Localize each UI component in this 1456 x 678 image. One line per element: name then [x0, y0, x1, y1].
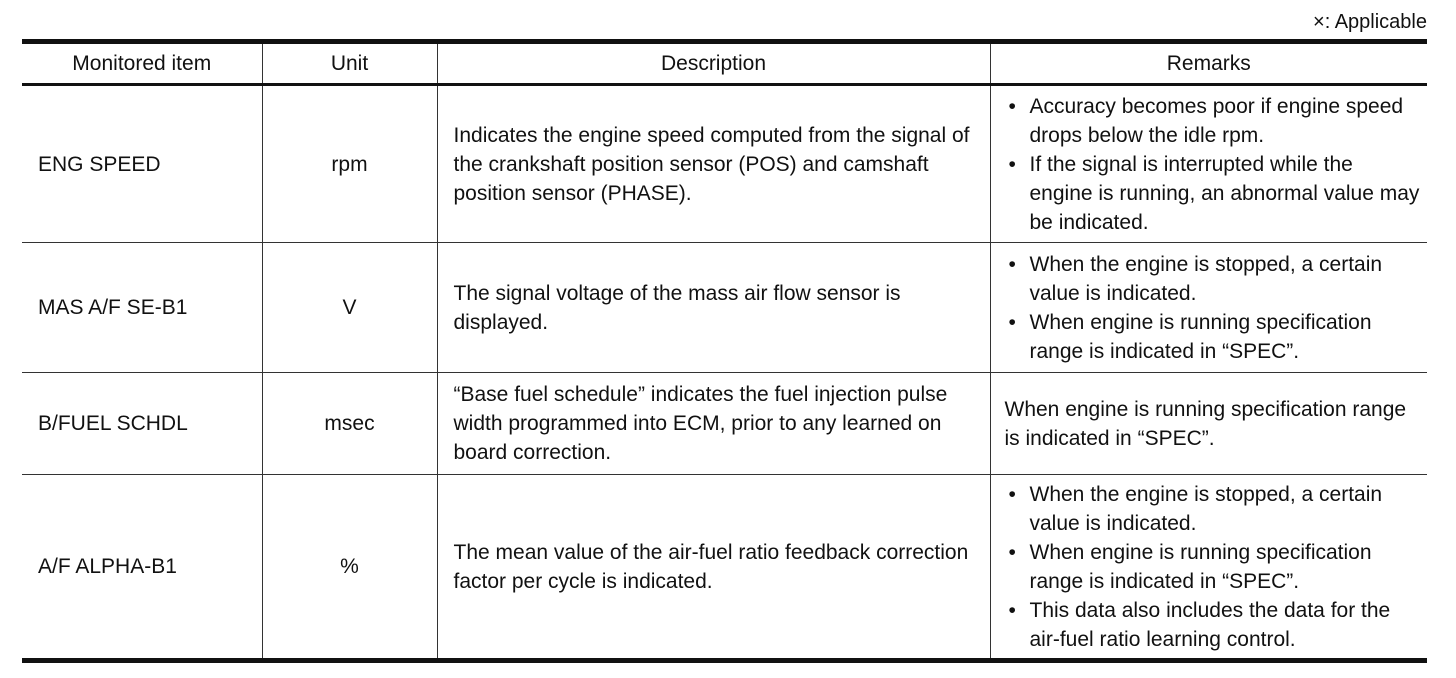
remarks-list — [1005, 92, 1422, 237]
header-description: Description — [437, 42, 990, 85]
remarks-cell — [990, 475, 1427, 661]
remark-item: • When the engine is stopped, a certain value is indicated. — [1005, 250, 1422, 308]
table-row — [22, 475, 1427, 661]
table-row — [22, 85, 1427, 243]
remarks-cell: When engine is running specification range is indicated in “SPEC”. — [990, 373, 1427, 475]
remark-item: • This data also includes the data for the air-fuel ratio learning control. — [1005, 596, 1422, 654]
monitored-item-cell: B/FUEL SCHDL — [22, 373, 262, 475]
table-row — [22, 373, 1427, 475]
monitored-item-cell: ENG SPEED — [38, 152, 161, 176]
remarks-cell — [990, 85, 1427, 243]
description-cell: Indicates the engine speed computed from the signal of the crankshaft position sensor (POS) and camshaft position sensor (PHASE). — [437, 85, 990, 243]
monitored-items-table — [22, 39, 1427, 663]
remarks-list — [1005, 250, 1422, 366]
remark-item: • When engine is running specification range is indicated in “SPEC”. — [1005, 538, 1422, 596]
unit-cell: msec — [262, 373, 437, 475]
unit-cell: V — [262, 243, 437, 373]
remarks-cell — [990, 243, 1427, 373]
header-monitored-item: Monitored item — [22, 42, 262, 85]
monitored-item-cell: A/F ALPHA-B1 — [22, 475, 262, 661]
description-cell: “Base fuel schedule” indicates the fuel injection pulse width programmed into ECM, prior to any learned on board correction. — [437, 373, 990, 475]
applicable-legend: ×: Applicable — [1313, 11, 1427, 33]
monitored-item-cell: MAS A/F SE-B1 — [22, 243, 262, 373]
header-unit: Unit — [262, 42, 437, 85]
remark-item: • When the engine is stopped, a certain value is indicated. — [1005, 480, 1422, 538]
header-remarks: Remarks — [990, 42, 1427, 85]
remark-item: • Accuracy becomes poor if engine speed drops below the idle rpm. — [1005, 92, 1422, 150]
remarks-list — [1005, 480, 1422, 654]
remark-item: • If the signal is interrupted while the engine is running, an abnormal value may be indicated. — [1005, 150, 1422, 237]
unit-cell: rpm — [262, 85, 437, 243]
description-cell: The mean value of the air-fuel ratio feedback correction factor per cycle is indicated. — [437, 475, 990, 661]
table-header-row — [22, 42, 1427, 85]
table-row — [22, 243, 1427, 373]
unit-cell: % — [262, 475, 437, 661]
description-cell: The signal voltage of the mass air flow sensor is displayed. — [437, 243, 990, 373]
remark-item: • When engine is running specification range is indicated in “SPEC”. — [1005, 308, 1422, 366]
